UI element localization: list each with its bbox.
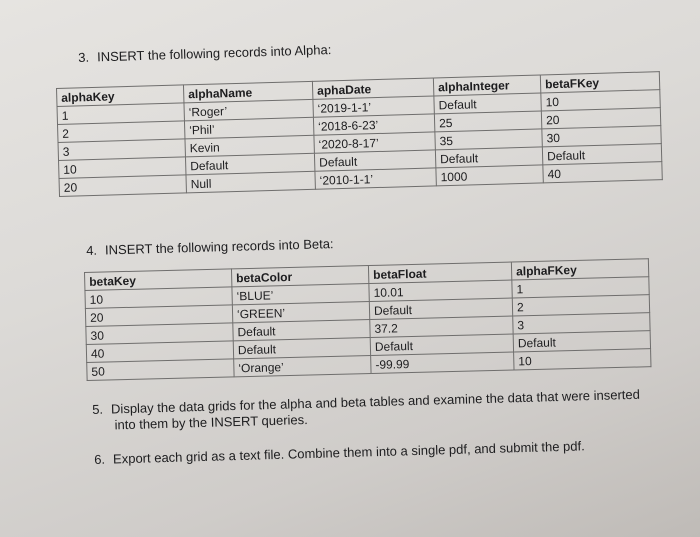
alpha-header-cell: aphaDate: [312, 78, 433, 99]
table-cell: 35: [435, 129, 542, 150]
table-cell: 40: [86, 341, 233, 363]
question-4-text: INSERT the following records into Beta:: [104, 236, 334, 258]
table-cell: 20: [59, 175, 186, 197]
table-cell: 50: [87, 359, 234, 381]
table-cell: 37.2: [370, 316, 513, 337]
alpha-header-cell: betaFKey: [540, 72, 659, 93]
table-cell: Default: [542, 144, 661, 165]
table-cell: 10: [514, 349, 651, 370]
table-cell: 20: [541, 108, 660, 129]
table-cell: 1: [512, 277, 649, 298]
table-cell: -99.99: [371, 352, 514, 373]
beta-header-cell: betaFloat: [368, 262, 511, 283]
table-cell: ‘BLUE’: [232, 284, 369, 305]
table-cell: ‘2019-1-1’: [313, 96, 434, 117]
question-5-text-continued: into them by the INSERT queries.: [114, 411, 308, 433]
table-cell: Null: [186, 171, 315, 193]
table-cell: 2: [512, 295, 649, 316]
table-cell: Default: [185, 153, 314, 175]
table-cell: 10: [85, 287, 232, 309]
table-cell: 10: [541, 90, 660, 111]
table-cell: Default: [435, 147, 542, 168]
question-3-text: INSERT the following records into Alpha:: [96, 42, 332, 65]
table-cell: Default: [513, 331, 650, 352]
table-cell: ‘Orange’: [234, 356, 371, 377]
table-cell: ‘2020-8-17’: [314, 132, 435, 153]
beta-table: [84, 258, 651, 381]
table-cell: 2: [58, 121, 185, 143]
table-cell: 1000: [436, 165, 543, 186]
table-cell: 10.01: [369, 280, 512, 301]
table-cell: 25: [434, 111, 541, 132]
alpha-header-cell: alphaKey: [57, 85, 184, 107]
question-5-text: Display the data grids for the alpha and beta tables and examine the data that were inserted: [110, 386, 641, 417]
table-cell: ‘Phil’: [184, 117, 313, 139]
question-6-number: 6.: [94, 451, 106, 467]
table-cell: Default: [370, 334, 513, 355]
question-6-text: Export each grid as a text file. Combine them into a single pdf, and submit the pdf.: [112, 438, 585, 467]
table-cell: ‘2010-1-1’: [315, 168, 436, 189]
table-cell: 3: [513, 313, 650, 334]
table-cell: ‘Roger’: [184, 99, 313, 121]
alpha-table: [56, 71, 663, 197]
beta-header-cell: betaColor: [231, 266, 368, 287]
alpha-header-cell: alphaName: [183, 81, 312, 103]
table-cell: Default: [314, 150, 435, 171]
table-cell: 20: [85, 305, 232, 327]
table-cell: Default: [369, 298, 512, 319]
question-4-number: 4.: [86, 242, 98, 258]
table-cell: 1: [57, 103, 184, 125]
table-cell: Default: [233, 338, 370, 359]
table-cell: 10: [59, 157, 186, 179]
table-cell: 30: [542, 126, 661, 147]
beta-header-cell: alphaFKey: [511, 259, 648, 280]
table-cell: ‘GREEN’: [232, 302, 369, 323]
table-cell: 40: [543, 162, 662, 183]
table-cell: Default: [233, 320, 370, 341]
table-cell: ‘2018-6-23’: [313, 114, 434, 135]
table-cell: Kevin: [185, 135, 314, 157]
table-cell: Default: [434, 93, 541, 114]
alpha-header-cell: alphaInteger: [433, 75, 540, 96]
question-3-number: 3.: [78, 49, 90, 65]
beta-header-cell: betaKey: [85, 269, 232, 291]
table-cell: 30: [86, 323, 233, 345]
table-cell: 3: [58, 139, 185, 161]
question-5-number: 5.: [92, 401, 104, 417]
